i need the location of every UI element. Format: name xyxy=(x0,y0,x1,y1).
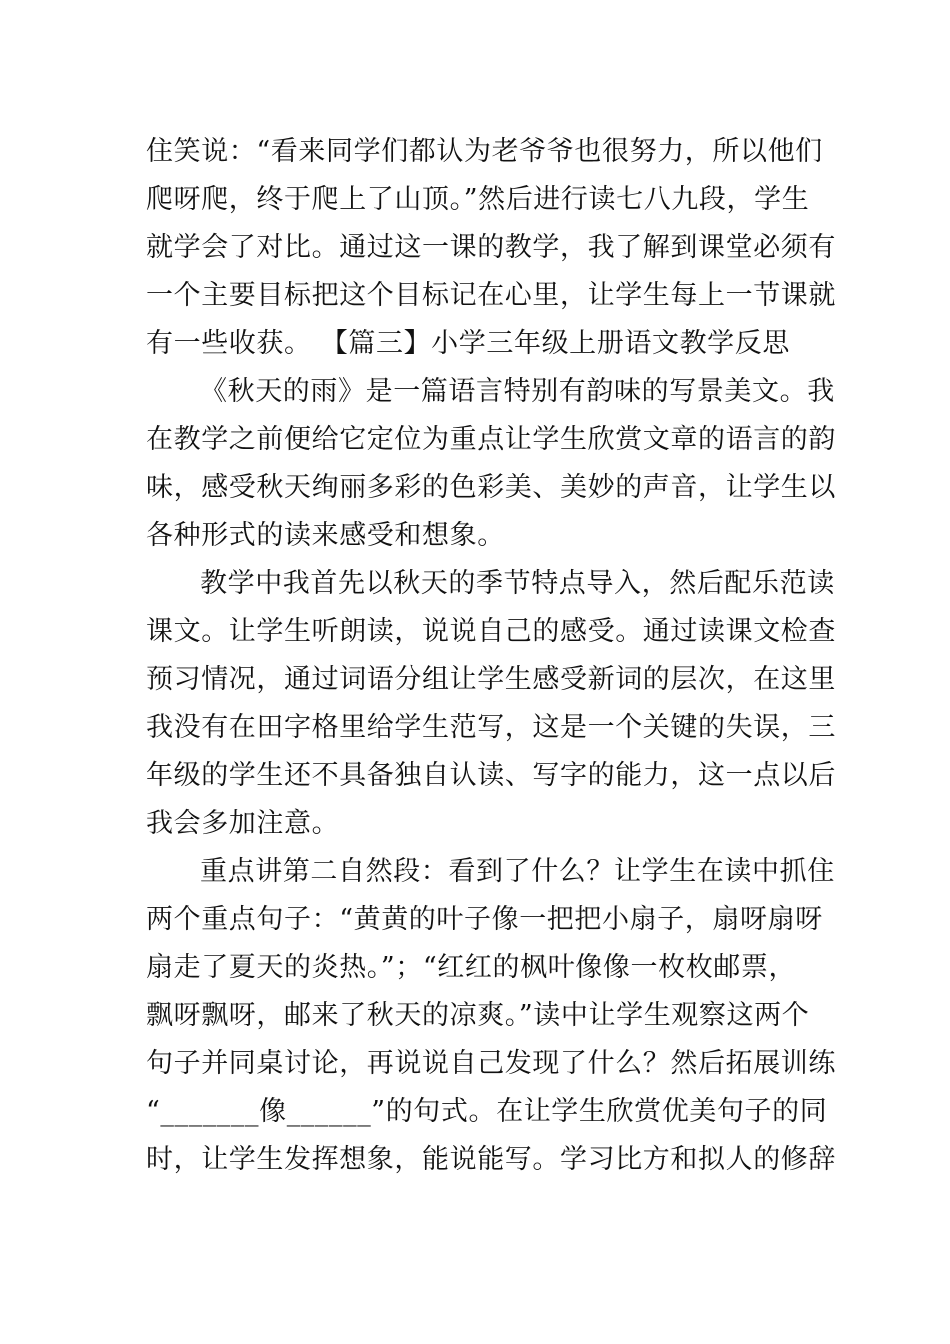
text-line: 一个主要目标把这个目标记在心里，让学生每上一节课就 xyxy=(146,280,836,311)
text-line: 句子并同桌讨论，再说说自己发现了什么？然后拓展训练 xyxy=(146,1048,836,1079)
text-line: 我没有在田字格里给学生范写，这是一个关键的失误，三 xyxy=(146,712,836,743)
paragraph-start-line: 重点讲第二自然段：看到了什么？让学生在读中抓住 xyxy=(200,856,835,887)
paragraph-start-line: 《秋天的雨》是一篇语言特别有韵味的写景美文。我 xyxy=(200,376,835,407)
text-line: 预习情况，通过词语分组让学生感受新词的层次，在这里 xyxy=(146,664,836,695)
text-line: 时，让学生发挥想象，能说能写。学习比方和拟人的修辞 xyxy=(146,1144,836,1175)
text-line: 爬呀爬，终于爬上了山顶。”然后进行读七八九段，学生 xyxy=(146,184,810,215)
document-page xyxy=(146,128,836,1184)
text-line: 味，感受秋天绚丽多彩的色彩美、美妙的声音，让学生以 xyxy=(146,472,836,503)
text-line: 住笑说：“看来同学们都认为老爷爷也很努力，所以他们 xyxy=(146,136,823,167)
text-line: 两个重点句子：“黄黄的叶子像一把把小扇子，扇呀扇呀 xyxy=(146,904,823,935)
text-line: 飘呀飘呀，邮来了秋天的凉爽。”读中让学生观察这两个 xyxy=(146,1000,810,1031)
text-line: 就学会了对比。通过这一课的教学，我了解到课堂必须有 xyxy=(146,232,836,263)
section-heading-line: 有一些收获。 【篇三】小学三年级上册语文教学反思 xyxy=(146,328,790,359)
text-line: 课文。让学生听朗读，说说自己的感受。通过读课文检查 xyxy=(146,616,836,647)
text-line: 扇走了夏天的炎热。”；“红红的枫叶像像一枚枚邮票， xyxy=(146,952,797,983)
text-line: 在教学之前便给它定位为重点让学生欣赏文章的语言的韵 xyxy=(146,424,836,455)
text-line: 各种形式的读来感受和想象。 xyxy=(146,520,505,551)
text-line: 我会多加注意。 xyxy=(146,808,340,839)
text-line: 年级的学生还不具备独自认读、写字的能力，这一点以后 xyxy=(146,760,836,791)
text-line: “_______像______”的句式。在让学生欣赏优美句子的同 xyxy=(146,1096,828,1127)
paragraph-start-line: 教学中我首先以秋天的季节特点导入，然后配乐范读 xyxy=(200,568,835,599)
